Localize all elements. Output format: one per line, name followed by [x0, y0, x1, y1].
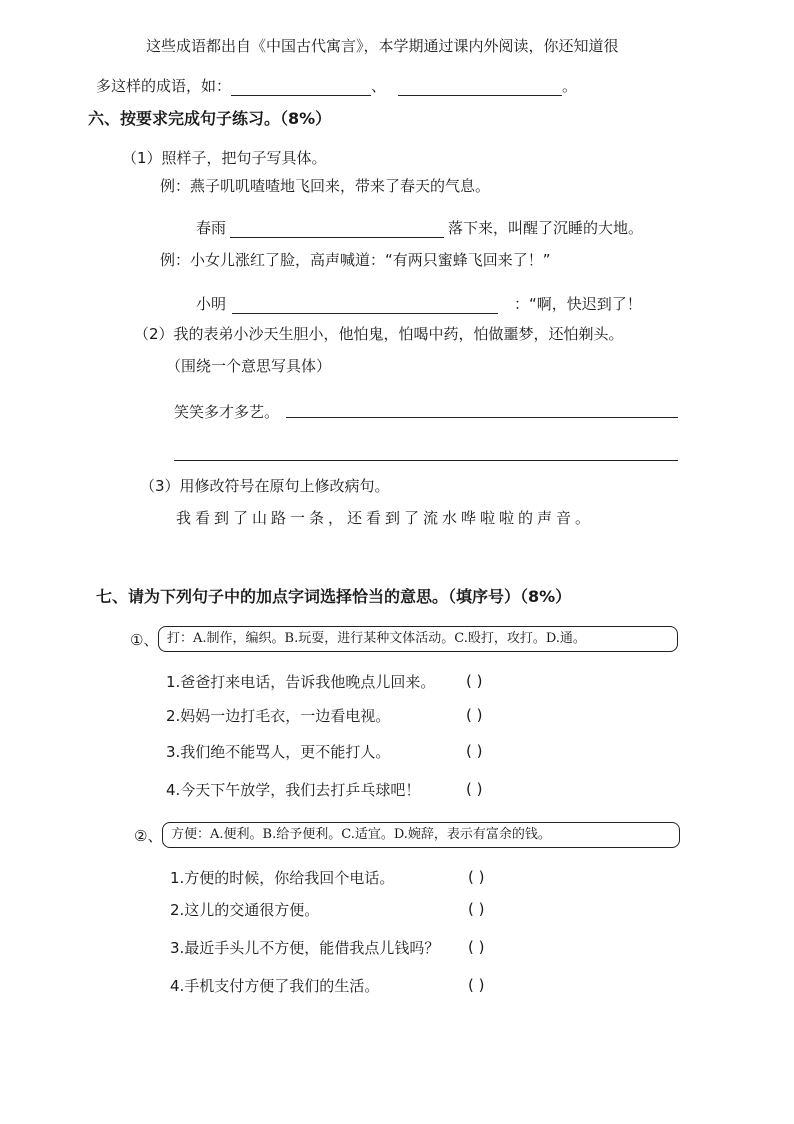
q2-answer-line-1[interactable] [286, 417, 678, 418]
q2-label: （2）我的表弟小沙天生胆小，他怕鬼，怕喝中药，怕做噩梦，还怕剃头。 [134, 325, 624, 343]
group-1-answer-3[interactable]: ( ) [466, 742, 483, 760]
group-1-item-3: 3.我们绝不能骂人，更不能打人。 [166, 743, 391, 761]
group-1-definition-box: 打：A.制作，编织。B.玩耍，进行某种文体活动。C.殴打，攻打。D.通。 [158, 626, 678, 652]
example-2: 例：小女儿涨红了脸，高声喊道：“有两只蜜蜂飞回来了！” [160, 251, 551, 269]
fill-1-suffix: 落下来，叫醒了沉睡的大地。 [448, 219, 644, 237]
group-2-answer-1[interactable]: ( ) [468, 868, 485, 886]
section-7-title: 七、请为下列句子中的加点字词选择恰当的意思。（填序号）（8%） [96, 587, 572, 606]
group-2-answer-2[interactable]: ( ) [468, 900, 485, 918]
fill-2 [196, 294, 642, 314]
group-1-item-2: 2.妈妈一边打毛衣，一边看电视。 [166, 707, 391, 725]
idiom-blank-2[interactable] [398, 77, 562, 96]
group-2-definition-box: 方便：A.便利。B.给予便利。C.适宜。D.婉辞，表示有富余的钱。 [162, 822, 680, 848]
section-6-title: 六、按要求完成句子练习。（8%） [88, 109, 332, 128]
intro-separator: 、 [371, 77, 387, 95]
q1-label: （1）照样子，把句子写具体。 [122, 149, 327, 167]
example-1: 例：燕子叽叽喳喳地飞回来，带来了春天的气息。 [160, 177, 491, 195]
q3-sentence[interactable]: 我看到了山路一条，还看到了流水哗啦啦的声音。 [176, 509, 595, 527]
group-1-answer-4[interactable]: ( ) [466, 780, 483, 798]
group-2-item-2: 2.这儿的交通很方便。 [170, 901, 320, 919]
group-1-answer-2[interactable]: ( ) [466, 706, 483, 724]
group-1-item-4: 4.今天下午放学，我们去打乒乓球吧！ [166, 781, 421, 799]
group-1-answer-1[interactable]: ( ) [466, 672, 483, 690]
fill-1-blank[interactable] [230, 219, 444, 238]
q2-prefix: 笑笑多才多艺。 [174, 403, 280, 421]
intro-end: 。 [562, 77, 578, 95]
fill-1 [196, 218, 643, 238]
idiom-blank-1[interactable] [231, 77, 371, 96]
intro-line-2 [96, 76, 577, 96]
group-2-item-1: 1.方便的时候，你给我回个电话。 [170, 869, 395, 887]
group-2-item-4: 4.手机支付方便了我们的生活。 [170, 977, 380, 995]
q2-note: （围绕一个意思写具体） [166, 357, 332, 375]
group-1-marker: ①、 [130, 631, 159, 649]
intro-line-1: 这些成语都出自《中国古代寓言》，本学期通过课内外阅读，你还知道很 [146, 37, 619, 55]
intro-line-2-prefix: 多这样的成语，如： [96, 77, 232, 95]
q3-label: （3）用修改符号在原句上修改病句。 [140, 477, 390, 495]
q2-answer-line-2[interactable] [174, 460, 678, 461]
group-1-item-1: 1.爸爸打来电话，告诉我他晚点儿回来。 [166, 673, 436, 691]
fill-1-prefix: 春雨 [196, 219, 227, 237]
group-2-item-3: 3.最近手头儿不方便，能借我点儿钱吗？ [170, 939, 440, 957]
group-2-answer-3[interactable]: ( ) [468, 938, 485, 956]
group-2-answer-4[interactable]: ( ) [468, 976, 485, 994]
fill-2-blank[interactable] [232, 295, 498, 314]
fill-2-prefix: 小明 [196, 295, 227, 313]
group-2-marker: ②、 [134, 827, 163, 845]
fill-2-suffix: ：“啊，快迟到了！ [514, 295, 642, 313]
